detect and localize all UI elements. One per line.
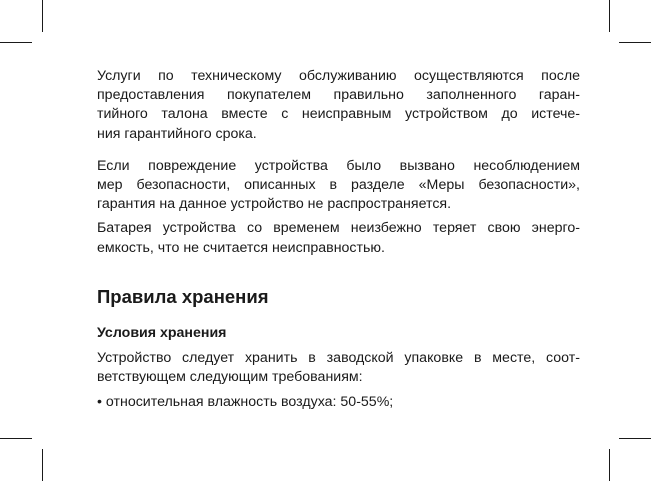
text-line: емкость, что не считается неисправностью. <box>97 239 385 256</box>
warranty-exclusion-paragraph <box>97 157 580 215</box>
text-line: предоставления покупателем правильно заполненного гаран- <box>97 87 580 104</box>
crop-mark-bottom-left-vertical <box>42 449 43 481</box>
crop-mark-top-right-vertical <box>609 0 610 32</box>
crop-mark-top-left-vertical <box>42 0 43 32</box>
service-paragraph <box>97 67 580 144</box>
bullet-item <box>97 393 580 412</box>
crop-mark-top-right-horizontal <box>619 42 651 43</box>
page-content <box>97 67 580 412</box>
text-line: Батарея устройства со временем неизбежно теряет свою энерго- <box>97 220 580 237</box>
battery-paragraph <box>97 219 580 257</box>
crop-mark-bottom-right-horizontal <box>619 438 651 439</box>
storage-paragraph <box>97 349 580 387</box>
bullet-text: • относительная влажность воздуха: 50-55%; <box>97 394 394 411</box>
crop-mark-bottom-left-horizontal <box>0 438 32 439</box>
text-line: ветствующем следующим требованиям: <box>97 369 363 386</box>
text-line: Услуги по техническому обслуживанию осуществляются после <box>97 68 580 84</box>
subsection-title: Условия хранения <box>97 324 227 341</box>
crop-mark-bottom-right-vertical <box>609 449 610 481</box>
text-line: ния гарантийного срока. <box>97 125 257 142</box>
text-line: Устройство следует хранить в заводской упаковке в месте, соот- <box>97 349 580 366</box>
text-line: тийного талона вместе с неисправным устройством до истече- <box>97 106 580 123</box>
text-line: мер безопасности, описанных в разделе «Меры безопасности», <box>97 177 580 194</box>
crop-mark-top-left-horizontal <box>0 42 32 43</box>
text-line: Если повреждение устройства было вызвано несоблюдением <box>97 157 580 174</box>
text-line: гарантия на данное устройство не распространяется. <box>97 196 452 213</box>
section-title: Правила хранения <box>97 285 269 307</box>
